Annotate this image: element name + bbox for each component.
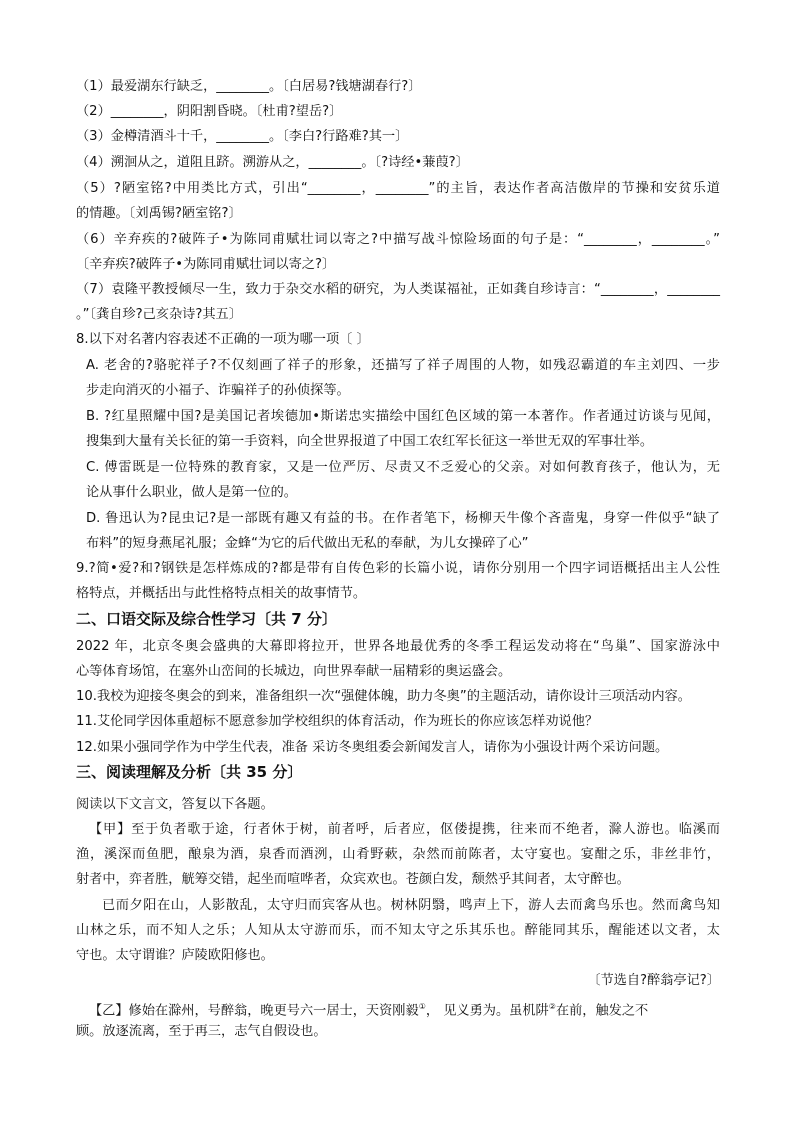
section-3-heading: 三、阅读理解及分析〔共 35 分〕 [76,763,303,781]
q7-item-6-line1: （6）辛弃疾的?破阵子•为陈同甫赋壮词以寄之?中描写战斗惊险场面的句子是：“________，________。” [76,232,720,247]
passage-source: 〔节选自?醉翁亭记?〕 [587,973,720,988]
q7-item-5-line1: （5）?陋室铭?中用类比方式，引出“________，________”的主旨，表达作者高洁傲岸的节操和安贫乐道 [76,181,720,196]
passage-jia-line2: 渔，溪深而鱼肥，酿泉为酒，泉香而酒洌，山肴野蔌，杂然而前陈者，太守宴也。宴酣之乐，非丝非竹， [76,847,720,862]
sec2-intro-line1: 2022 年，北京冬奥会盛典的大幕即将拉开，世界各地最优秀的冬季工程运发动将在“鸟巢”、国家游泳中 [76,639,720,654]
passage-jia-line1: 【甲】至于负者歌于途，行者休于树，前者呼，后者应，伛偻提携，往来而不绝者，滁人游也。临溪而 [89,822,720,837]
q7-item-1: （1）最爱湖东行缺乏，________。〔白居易?钱塘湖春行?〕 [76,79,422,94]
q10: 10.我校为迎接冬奥会的到来，准备组织一次“强健体魄，助力冬奥”的主题活动，请你设计三项活动内容。 [76,689,691,704]
passage-jia-line3: 射者中，弈者胜，觥筹交错，起坐而喧哗者，众宾欢也。苍颜白发，颓然乎其间者，太守醉也。 [76,872,630,887]
q7-item-6-line2: 〔辛弃疾?破阵子•为陈同甫赋壮词以寄之?〕 [76,257,336,272]
q11: 11.艾伦同学因体重超标不愿意参加学校组织的体育活动，作为班长的你应该怎样劝说他？ [76,714,599,729]
q7-item-7-line1: （7）袁隆平教授倾尽一生，致力于杂交水稻的研究，为人类谋福祉，正如龚自珍诗言：“________，________ [76,282,720,297]
q7-item-7-line2: 。”〔龚自珍?己亥杂诗?其五〕 [76,307,242,322]
passage-yi-text-c: 在前，触发之不 [555,1003,649,1019]
q8-option-b-line2: 搜集到大量有关长征的第一手资料，向全世界报道了中国工农红军长征这一举世无双的军事壮举。 [86,434,654,449]
passage-yi-text-a: 【乙】修始在滁州，号醉翁，晚更号六一居士，天资刚毅 [89,1003,419,1019]
q8-option-a-line1: A. 老舍的?骆驼祥子?不仅刻画了祥子的形象，还描写了祥子周围的人物，如残忍霸道的车主刘四、一步 [86,358,720,373]
q8-option-c-line1: C. 傅雷既是一位特殊的教育家，又是一位严厉、尽责又不乏爱心的父亲。对如何教育孩子，他认为，无 [86,460,720,475]
q8-stem: 8.以下对名著内容表述不正确的一项为哪一项〔 〕 [76,332,370,347]
q9-line1: 9.?简•爱?和?钢铁是怎样炼成的?都是带有自传色彩的长篇小说，请你分别用一个四字词语概括出主人公性 [76,561,720,576]
q7-item-4: （4）溯洄从之，道阻且跻。溯游从之，________。〔?诗经•蒹葭?〕 [76,155,469,170]
q7-item-5-line2: 的情趣。〔刘禹锡?陋室铭?〕 [76,206,242,221]
q8-option-b-line1: B. ?红星照耀中国?是美国记者埃德加•斯诺忠实描绘中国红色区域的第一本著作。作者通过访谈与见闻， [86,409,720,424]
sec2-intro-line2: 心等体育场馆，在塞外山峦间的长城边，向世界奉献一届精彩的奥运盛会。 [76,664,512,679]
q8-option-d-line1: D. 鲁迅认为?昆虫记?是一部既有趣又有益的书。在作者笔下，杨柳天牛像个吝啬鬼，身穿一件似乎“缺了 [86,511,720,526]
section-2-heading: 二、口语交际及综合性学习〔共 7 分〕 [76,610,337,628]
passage-jia-line6: 守也。太守谓谁？庐陵欧阳修也。 [76,948,274,963]
q12: 12.如果小强同学作为中学生代表，准备 采访冬奥组委会新闻发言人，请你为小强设计两个采访问题。 [76,740,669,755]
passage-yi-line2: 顾。放逐流离，至于再三，志气自假设也。 [76,1024,327,1039]
q8-option-d-line2: 布料”的短身燕尾礼服；金蜂“为它的后代做出无私的奉献，为儿女操碎了心” [86,536,529,551]
passage-jia-line5: 山林之乐，而不知人之乐；人知从太守游而乐，而不知太守之乐其乐也。醉能同其乐，醒能述以文者，太 [76,923,720,938]
q7-item-3: （3）金樽清酒斗十千，________。〔李白?行路难?其一〕 [76,129,409,144]
q7-item-2: （2）________，阴阳割昏晓。〔杜甫?望岳?〕 [76,104,343,119]
q8-option-a-line2: 步走向消灭的小福子、诈骗祥子的孙侦探等。 [86,383,350,398]
passage-yi-line1 [89,998,648,1020]
passage-yi-text-b: ， 见义勇为。虽机阱 [425,1003,549,1019]
q9-line2: 格特点，并概括出与此性格特点相关的故事情节。 [76,586,367,601]
reading-intro: 阅读以下文言文，答复以下各题。 [76,797,274,812]
footnote-2-marker: ② [548,1002,556,1011]
footnote-1-marker: ① [418,1002,426,1011]
passage-jia-line4: 已而夕阳在山，人影散乱，太守归而宾客从也。树林阴翳，鸣声上下，游人去而禽鸟乐也。然而禽鸟知 [102,898,720,913]
q8-option-c-line2: 论从事什么职业，做人是第一位的。 [86,485,297,500]
